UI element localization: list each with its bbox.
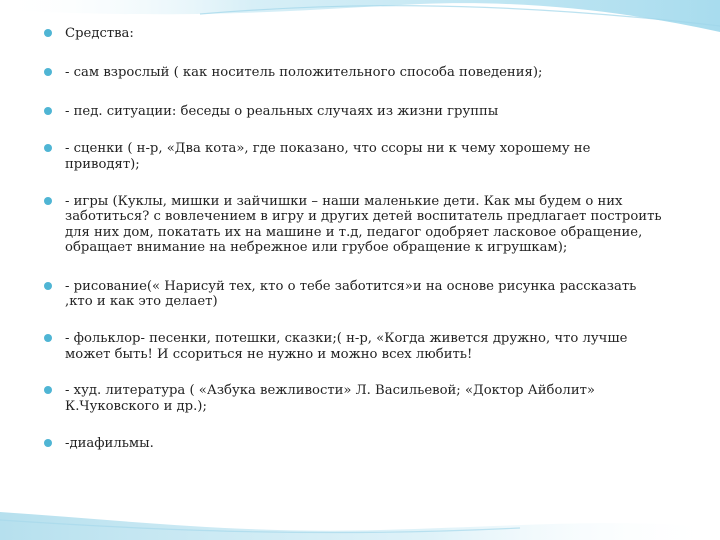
list-item bbox=[44, 436, 664, 451]
list-item-text: - фольклор- песенки, потешки, сказки;( н-р, «Когда живется дружно, что лучше может быть! И ссориться не нужно и можно всех любить! bbox=[65, 331, 628, 362]
bullet-dot-icon bbox=[44, 282, 52, 290]
bullet-dot-icon bbox=[44, 334, 52, 342]
bullet-dot-icon bbox=[44, 68, 52, 76]
bullet-list bbox=[44, 26, 664, 472]
bullet-dot-icon bbox=[44, 197, 52, 205]
bullet-dot-icon bbox=[44, 144, 52, 152]
list-item-text: - сам взрослый ( как носитель положительного способа поведения); bbox=[65, 65, 543, 81]
list-item bbox=[44, 65, 664, 80]
list-item bbox=[44, 383, 664, 414]
list-item bbox=[44, 104, 664, 119]
list-item bbox=[44, 141, 664, 172]
bullet-dot-icon bbox=[44, 439, 52, 447]
bullet-dot-icon bbox=[44, 386, 52, 394]
list-item-text: - игры (Куклы, мишки и зайчишки – наши маленькие дети. Как мы будем о них заботиться? с вовлечением в игру и других детей воспитатель предлагает построить для них дом, покатать их на машине и т.д, педагог одобряет ласковое обращение, обращает внимание на небрежное или грубое обращение к игрушкам); bbox=[65, 194, 662, 256]
list-item-text: - рисование(« Нарисуй тех, кто о тебе заботится»и на основе рисунка рассказать ,кто и как это делает) bbox=[65, 278, 637, 310]
list-item-text: - пед. ситуации: беседы о реальных случаях из жизни группы bbox=[65, 103, 499, 119]
bullet-dot-icon bbox=[44, 29, 52, 37]
list-item-text: - сценки ( н-р, «Два кота», где показано, что ссоры ни к чему хорошему не приводят); bbox=[65, 141, 591, 172]
list-item bbox=[44, 279, 664, 310]
list-item bbox=[44, 194, 664, 256]
list-item-text: - худ. литература ( «Азбука вежливости» Л. Васильевой; «Доктор Айболит» К.Чуковского и др.); bbox=[65, 383, 595, 414]
list-item bbox=[44, 26, 664, 41]
list-item bbox=[44, 331, 664, 362]
bullet-dot-icon bbox=[44, 107, 52, 115]
list-item-text: Средства: bbox=[65, 26, 134, 41]
list-item-text: -диафильмы. bbox=[65, 436, 154, 452]
